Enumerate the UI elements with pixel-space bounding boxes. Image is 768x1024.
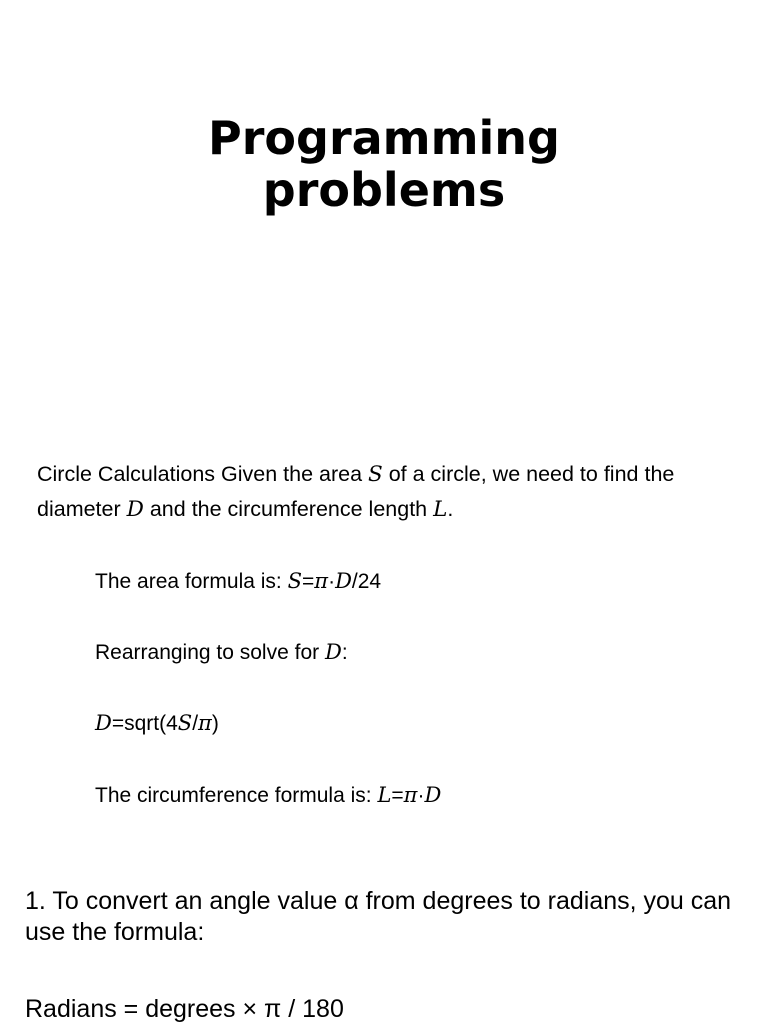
rearrange-var-d: D xyxy=(324,640,342,664)
area-formula-dot: · xyxy=(328,570,336,593)
intro-text-4: . xyxy=(447,497,454,521)
circumference-formula xyxy=(95,780,441,811)
circumference-formula-dot: · xyxy=(417,784,425,807)
area-formula-eq: = xyxy=(301,570,315,593)
area-formula-d: D xyxy=(335,569,352,593)
variable-d: D xyxy=(126,497,144,522)
variable-s: S xyxy=(368,462,383,487)
rearrange-colon: : xyxy=(341,641,348,664)
circumference-formula-eq: = xyxy=(391,784,404,807)
diameter-formula xyxy=(95,708,219,739)
area-formula-lhs: S xyxy=(287,569,302,593)
rearrange-label: Rearranging to solve for xyxy=(95,641,325,664)
area-formula-label: The area formula is: xyxy=(95,570,288,593)
intro-paragraph xyxy=(37,457,752,527)
diameter-formula-pi: π xyxy=(198,711,212,735)
title-line-1: Programming xyxy=(208,111,560,165)
page-title xyxy=(0,112,768,216)
circumference-formula-pi: π xyxy=(403,783,418,807)
circumference-formula-lhs: L xyxy=(377,783,392,807)
radians-formula: Radians = degrees × π / 180 xyxy=(25,995,344,1023)
intro-text-3: and the circumference length xyxy=(143,497,434,521)
diameter-formula-s: S xyxy=(177,711,193,735)
rearrange-line xyxy=(95,637,348,668)
diameter-formula-slash: / xyxy=(192,712,199,735)
intro-text-1: Circle Calculations Given the area xyxy=(37,462,369,486)
variable-l: L xyxy=(433,497,448,522)
area-formula-pi: π xyxy=(314,569,329,593)
diameter-formula-close: ) xyxy=(211,712,219,735)
area-formula xyxy=(95,566,381,597)
circumference-formula-d: D xyxy=(424,783,442,807)
intro-text-2: of a circle, we need to find the diameter xyxy=(37,462,675,521)
diameter-formula-sqrt: =sqrt(4 xyxy=(111,712,178,735)
area-formula-rest: /24 xyxy=(351,570,382,593)
section-1-text: 1. To convert an angle value α from degrees to radians, you can use the formula: xyxy=(25,887,732,946)
diameter-formula-lhs: D xyxy=(95,711,112,735)
circumference-formula-label: The circumference formula is: xyxy=(95,784,378,807)
title-line-2: problems xyxy=(262,163,506,217)
